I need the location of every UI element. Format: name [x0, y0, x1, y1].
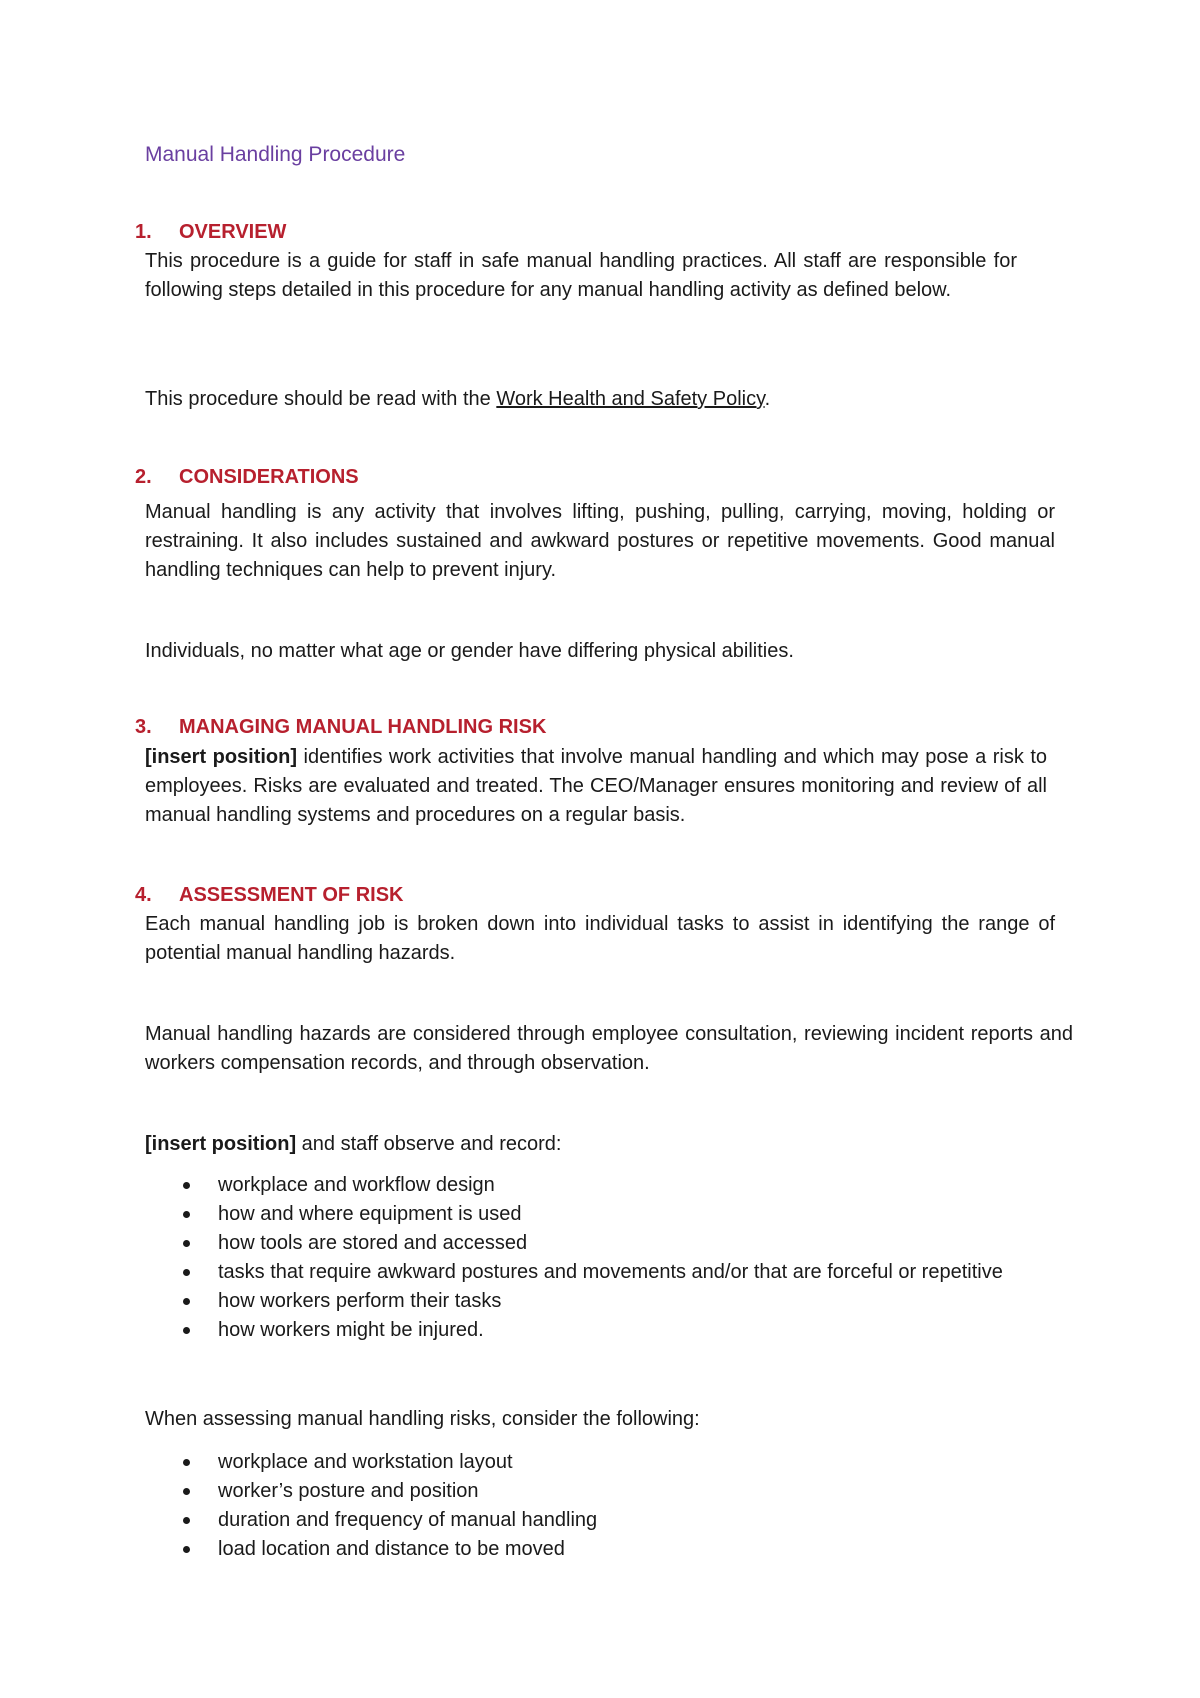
section-heading-considerations	[135, 466, 359, 489]
bullet-icon	[183, 1240, 190, 1247]
bullet-icon	[183, 1488, 190, 1495]
bullet-icon	[183, 1327, 190, 1334]
bullet-icon	[183, 1211, 190, 1218]
assessment-hazards-paragraph: Manual handling hazards are considered through employee consultation, reviewing incident reports and workers compensation records, and through observation.	[145, 1023, 1073, 1074]
list-item: workplace and workflow design	[183, 1173, 1043, 1198]
list-item: worker’s posture and position	[183, 1479, 1043, 1504]
list-item: how and where equipment is used	[183, 1202, 1043, 1227]
list-item: duration and frequency of manual handling	[183, 1508, 1043, 1533]
section-number: 3.	[135, 716, 152, 738]
list-item: how workers perform their tasks	[183, 1289, 1043, 1314]
assessment-observe-paragraph	[145, 1130, 561, 1159]
insert-position-placeholder: [insert position]	[145, 1133, 297, 1155]
section-heading-overview	[135, 221, 286, 244]
bullet-icon	[183, 1182, 190, 1189]
section-number: 4.	[135, 884, 152, 906]
insert-position-placeholder: [insert position]	[145, 746, 298, 768]
assessment-paragraph: Each manual handling job is broken down into individual tasks to assist in identifying the range of potential manual handling hazards.	[145, 913, 1055, 964]
section-title: MANAGING MANUAL HANDLING RISK	[179, 716, 547, 738]
overview-paragraph: This procedure is a guide for staff in safe manual handling practices. All staff are responsible for following steps detailed in this procedure for any manual handling activity as defined below.	[145, 250, 1017, 301]
document-title: Manual Handling Procedure	[145, 143, 406, 166]
assessment-consider-paragraph: When assessing manual handling risks, consider the following:	[145, 1408, 700, 1430]
section-heading-managing-risk	[135, 716, 546, 739]
bullet-icon	[183, 1298, 190, 1305]
bullet-icon	[183, 1459, 190, 1466]
list-item: workplace and workstation layout	[183, 1450, 1043, 1475]
section-heading-assessment	[135, 884, 403, 907]
managing-risk-paragraph	[145, 743, 1047, 830]
list-item: tasks that require awkward postures and movements and/or that are forceful or repetitive	[183, 1260, 1043, 1285]
bullet-icon	[183, 1269, 190, 1276]
list-item: how workers might be injured.	[183, 1318, 1043, 1343]
list-item: load location and distance to be moved	[183, 1537, 1043, 1562]
considerations-paragraph: Manual handling is any activity that involves lifting, pushing, pulling, carrying, moving, holding or restraining. It also includes sustained and awkward postures or repetitive movements. Good manual handling techniques can help to prevent injury.	[145, 501, 1055, 581]
considerations-abilities-paragraph: Individuals, no matter what age or gender have differing physical abilities.	[145, 640, 794, 662]
policy-link[interactable]: Work Health and Safety Policy	[496, 388, 765, 410]
consideration-list	[183, 1450, 1043, 1566]
overview-reference-paragraph	[145, 385, 770, 414]
observation-list	[183, 1173, 1043, 1347]
bullet-icon	[183, 1517, 190, 1524]
section-title: ASSESSMENT OF RISK	[179, 884, 404, 906]
reference-text-after: .	[764, 388, 771, 410]
section-number: 1.	[135, 221, 152, 243]
section-title: OVERVIEW	[179, 221, 287, 243]
section-title: CONSIDERATIONS	[179, 466, 359, 488]
bullet-icon	[183, 1546, 190, 1553]
section-number: 2.	[135, 466, 152, 488]
list-item: how tools are stored and accessed	[183, 1231, 1043, 1256]
observe-text: and staff observe and record:	[296, 1133, 562, 1155]
reference-text-before: This procedure should be read with the	[145, 388, 497, 410]
managing-risk-text: identifies work activities that involve manual handling and which may pose a risk to employees. Risks are evaluated and treated. The CEO/Manager ensures monitoring and review of all manual handling systems and procedures on a regular basis.	[145, 746, 1047, 826]
